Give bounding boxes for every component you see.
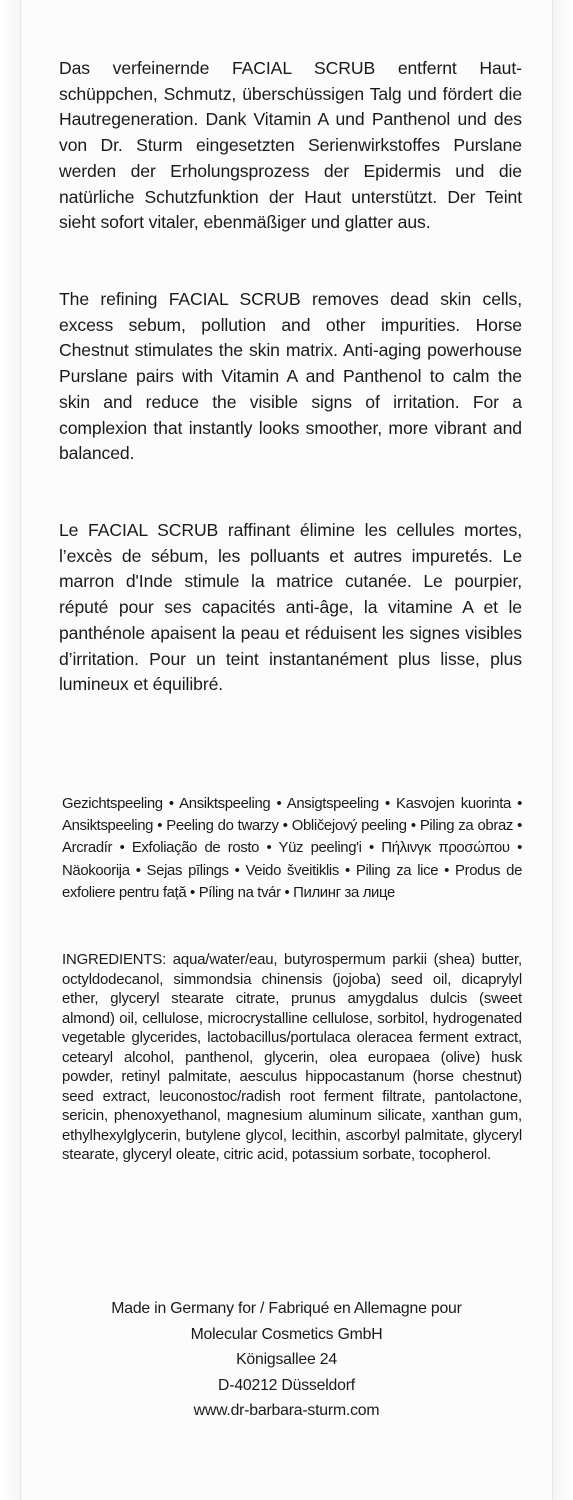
city-address: D-40212 Düsseldorf <box>218 1376 355 1394</box>
ingredients-list: INGREDIENTS: aqua/water/eau, butyrospermum parkii (shea) butter, octyldodecanol, simmondsia chinensis (jojoba) seed oil, dicaprylyl ether, glyceryl stearate citrate, prunus amygdalus dulcis (sweet almond) oil, cellulose, microcrystalline cellulose, sorbitol, hydrogenated vegetable glycerides, lactobacillus/portulaca oleracea ferment extract, cetearyl alcohol, panthenol, glycerin, olea europaea (olive) husk powder, retinyl palmitate, aesculus hippocastanum (horse chestnut) seed extract, leuconostoc/radish root ferment filtrate, pantolactone, sericin, phenoxyethanol, magnesium aluminum silicate, xanthan gum, ethylhexylglycerin, butylene glycol, lecithin, ascorbyl palmitate, glyceryl stearate, glyceryl oleate, citric acid, potassium sorbate, tocopherol. <box>62 952 522 1163</box>
english-description: The refining FACIAL SCRUB removes dead skin cells, excess sebum, pollution and other impurities. Horse Chestnut stimulates the skin matrix. Anti-aging powerhouse Purslane pairs with Vitamin A and Panthenol to calm the skin and reduce the visible signs of irritation. For a complexion that instantly looks smoother, more vibrant and balanced. <box>59 289 522 464</box>
german-description: Das verfeinernde FACIAL SCRUB entfernt Hautschüppchen, Schmutz, überschüssigen Talg und fördert die Hautregeneration. Dank Vitamin A und Panthenol und des von Dr. Sturm eingesetzten Serienwirkstoffes Purslane werden der Erholungsprozess der Epidermis und die natürliche Schutzfunktion der Haut unterstützt. Der Teint sieht sofort vitaler, ebenmäßiger und glatter aus. <box>59 58 522 233</box>
panel-left-shadow <box>0 0 20 1500</box>
product-name-translations: Gezichtspeeling • Ansiktspeeling • Ansigtspeeling • Kasvojen kuorinta • Ansiktspeeling • Peeling do twarzy • Obličejový peeling • Piling za obraz • Arcradír • Exfoliação de rosto • Yüz peeling'i • Πήλινγκ προσώπου • Näokoorija • Sejas pīlings • Veido šveitiklis • Piling za lice • Produs de exfoliere pentru față • Píling na tvár • Пилинг за лице <box>62 796 522 901</box>
french-description: Le FACIAL SCRUB raffinant élimine les cellules mortes, l’excès de sébum, les polluants et autres impuretés. Le marron d'Inde stimule la matrice cutanée. Le pourpier, réputé pour ses capacités anti-âge, la vitamine A et le panthénole apaisent la peau et réduisent les signes visibles d’irritation. Pour un teint instantanément plus lisse, plus lumineux et équilibré. <box>59 520 522 695</box>
street-address: Königsallee 24 <box>236 1351 337 1368</box>
website-url: www.dr-barbara-sturm.com <box>193 1402 380 1419</box>
made-in-line: Made in Germany for / Fabriqué en Allemagne pour <box>111 1300 462 1317</box>
panel-right-shadow <box>553 0 573 1500</box>
manufacturer-address <box>20 1296 553 1424</box>
company-name: Molecular Cosmetics GmbH <box>190 1325 383 1343</box>
